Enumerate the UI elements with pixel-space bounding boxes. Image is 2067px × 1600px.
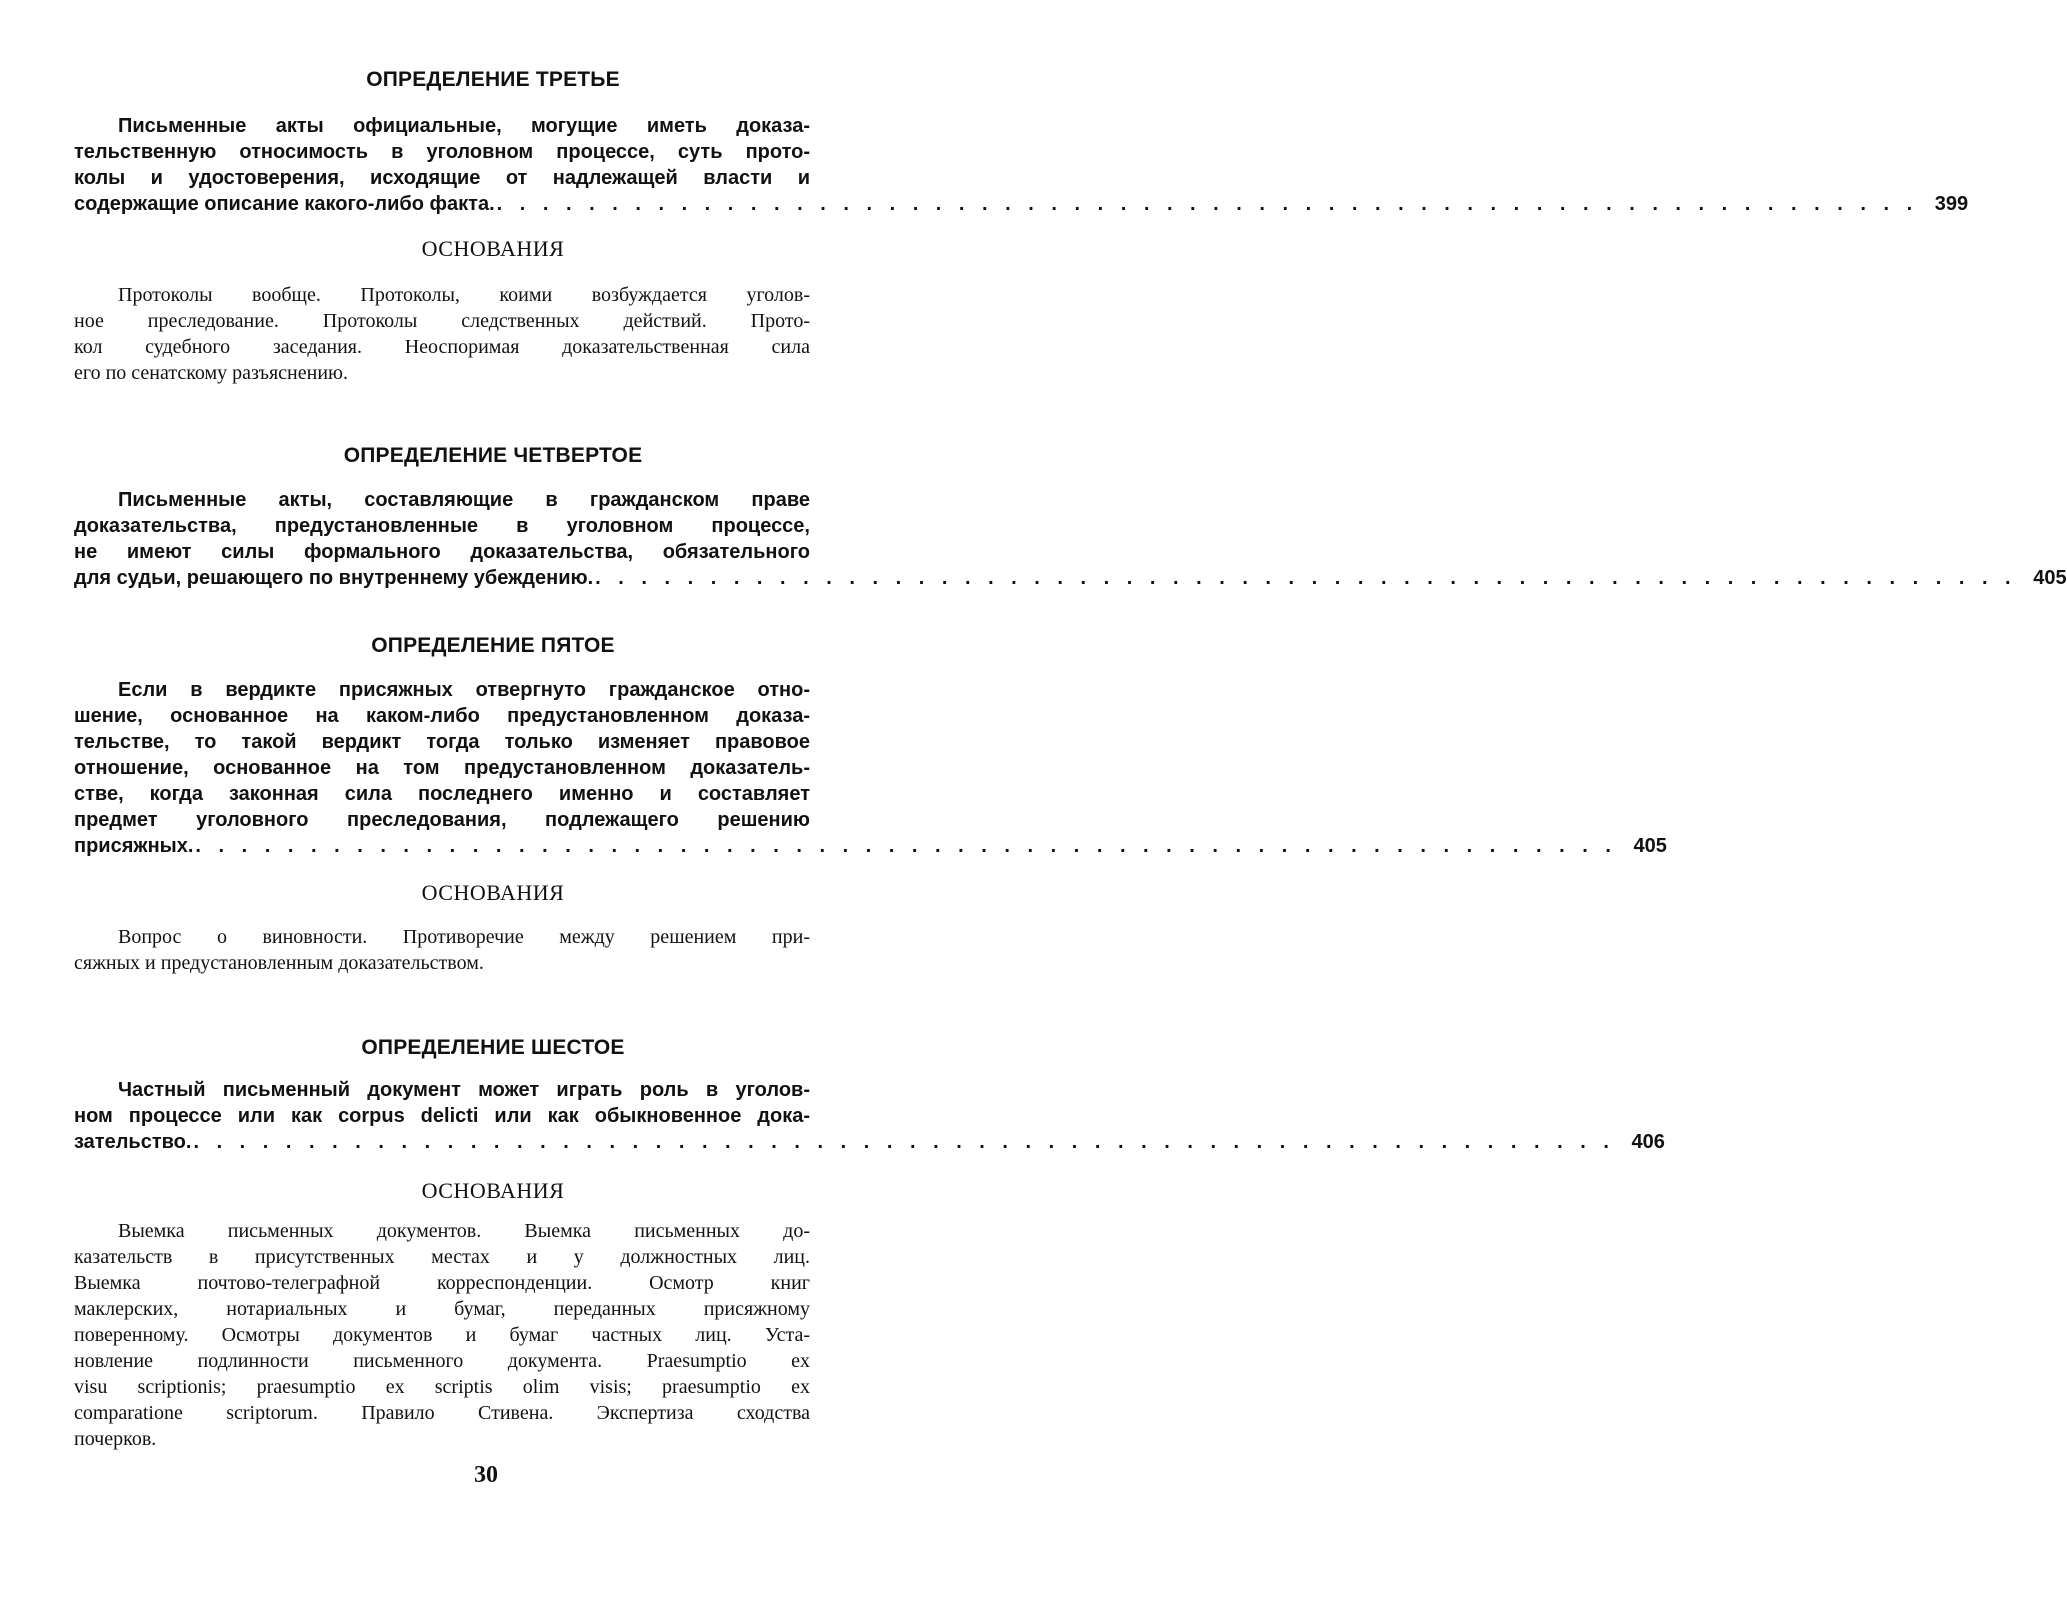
leader-dots: . . . . . . . . . . . . . . . . . . . . . . . . . . . . . . . . . . . . . . . . . . . . . . . . . . . . . . . . . . . . . .: [193, 1131, 1615, 1153]
basis-line: поверенному. Осмотры документов и бумаг частных лиц. Уста-: [74, 1324, 810, 1346]
basis-heading: ОСНОВАНИЯ: [421, 236, 565, 261]
definition-line: доказательства, предустановленные в уголовном процессе,: [74, 515, 810, 537]
basis-line: кол судебного заседания. Неоспоримая доказательственная сила: [74, 336, 810, 358]
basis-line: visu scriptionis; praesumptio ex scriptis olim visis; praesumptio ex: [74, 1376, 810, 1398]
definition-line: шение, основанное на каком-либо предустановленном доказа-: [74, 705, 810, 727]
toc-entry-line: [74, 1129, 1665, 1155]
definition-line: колы и удостоверения, исходящие от надлежащей власти и: [74, 167, 810, 189]
section-heading: ОПРЕДЕЛЕНИЕ ЧЕТВЕРТОЕ: [343, 444, 643, 467]
basis-line: Протоколы вообще. Протоколы, коими возбуждается уголов-: [118, 284, 810, 306]
basis-text: [74, 1218, 810, 1452]
basis-line: сяжных и предустановленным доказательством.: [74, 952, 484, 974]
definition-line: тельственную относимость в уголовном процессе, суть прото-: [74, 141, 810, 163]
definition-line: предмет уголовного преследования, подлежащего решению: [74, 809, 810, 831]
basis-line: Выемка письменных документов. Выемка письменных до-: [118, 1220, 810, 1242]
definition-line: Письменные акты официальные, могущие иметь доказа-: [118, 115, 810, 137]
basis-text: [74, 282, 810, 386]
section-heading: ОПРЕДЕЛЕНИЕ ТРЕТЬЕ: [366, 68, 620, 91]
section-heading: ОПРЕДЕЛЕНИЕ ШЕСТОЕ: [361, 1036, 625, 1059]
definition-line: содержащие описание какого-либо факта.: [74, 193, 495, 215]
basis-line: ное преследование. Протоколы следственных действий. Прото-: [74, 310, 810, 332]
definition-line: не имеют силы формального доказательства, обязательного: [74, 541, 810, 563]
definition-line: зательство.: [74, 1131, 192, 1153]
toc-entry-line: [74, 565, 2067, 591]
definition-line: Если в вердикте присяжных отвергнуто гражданское отно-: [118, 679, 810, 701]
basis-line: новление подлинности письменного документа. Praesumptio ex: [74, 1350, 810, 1372]
definition-line: Частный письменный документ может играть роль в уголов-: [118, 1079, 810, 1101]
page-reference: 406: [1631, 1131, 1665, 1153]
basis-line: comparatione scriptorum. Правило Стивена. Экспертиза сходства: [74, 1402, 810, 1424]
definition-line: для судьи, решающего по внутреннему убеждению.: [74, 567, 594, 589]
basis-line: Вопрос о виновности. Противоречие между решением при-: [118, 926, 810, 948]
definition-line: присяжных.: [74, 835, 194, 857]
definition-line: Письменные акты, составляющие в гражданском праве: [118, 489, 810, 511]
definition-text: [74, 487, 2067, 591]
definition-text: [74, 677, 1667, 859]
section-heading: ОПРЕДЕЛЕНИЕ ПЯТОЕ: [371, 634, 615, 657]
definition-text: [74, 113, 1969, 217]
page-reference: 399: [1934, 193, 1969, 215]
page-reference: 405: [2033, 567, 2067, 589]
toc-entry-line: [74, 191, 1969, 217]
definition-line: тельстве, то такой вердикт тогда только изменяет правовое: [74, 731, 810, 753]
basis-line: маклерских, нотариальных и бумаг, переданных присяжному: [74, 1298, 810, 1320]
leader-dots: . . . . . . . . . . . . . . . . . . . . . . . . . . . . . . . . . . . . . . . . . . . . . . . . . . . . . . . . . . . . . .: [195, 835, 1617, 857]
basis-line: его по сенатскому разъяснению.: [74, 362, 348, 384]
basis-heading: ОСНОВАНИЯ: [421, 880, 565, 905]
definition-line: стве, когда законная сила последнего именно и составляет: [74, 783, 810, 805]
definition-text: [74, 1077, 1665, 1155]
basis-heading: ОСНОВАНИЯ: [421, 1178, 565, 1203]
basis-line: Выемка почтово-телеграфной корреспонденции. Осмотр книг: [74, 1272, 810, 1294]
basis-line: казательств в присутственных местах и у должностных лиц.: [74, 1246, 810, 1268]
toc-entry-line: [74, 833, 1667, 859]
definition-line: отношение, основанное на том предустановленном доказатель-: [74, 757, 810, 779]
basis-text: [74, 924, 810, 976]
leader-dots: . . . . . . . . . . . . . . . . . . . . . . . . . . . . . . . . . . . . . . . . . . . . . . . . . . . . . . . . . . . . . .: [595, 567, 2017, 589]
page-number: 30: [474, 1462, 498, 1488]
page-reference: 405: [1633, 835, 1667, 857]
definition-line: ном процессе или как corpus delicti или как обыкновенное дока-: [74, 1105, 810, 1127]
basis-line: почерков.: [74, 1428, 157, 1450]
leader-dots: . . . . . . . . . . . . . . . . . . . . . . . . . . . . . . . . . . . . . . . . . . . . . . . . . . . . . . . . . . . . . .: [496, 193, 1919, 215]
